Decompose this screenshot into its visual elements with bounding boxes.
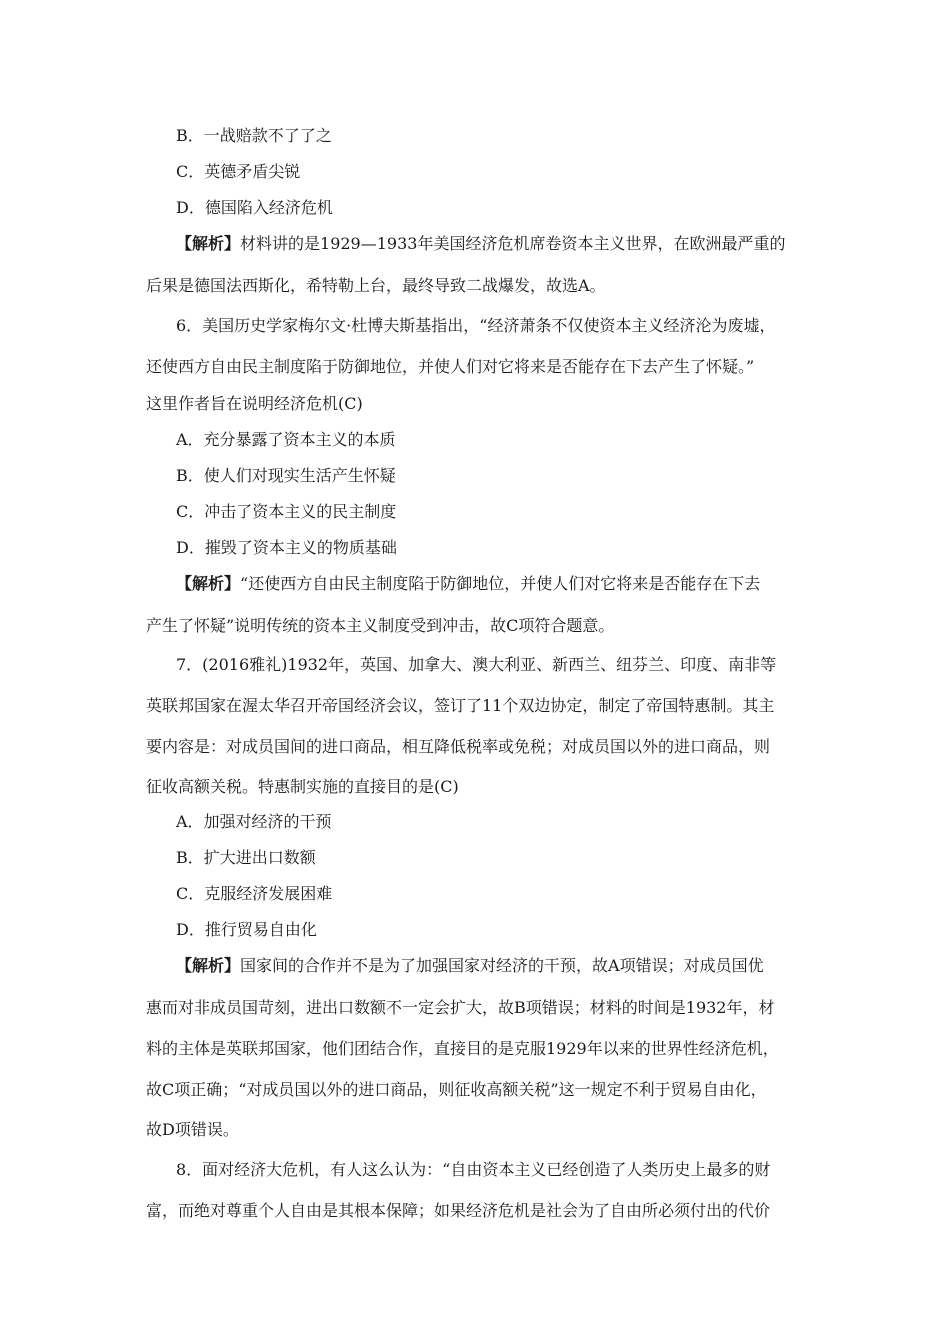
q5-analysis-tag: 【解析】 (176, 234, 241, 253)
q7-option-b: B．扩大进出口数额 (176, 848, 316, 867)
q7-analysis-line-3: 料的主体是英联邦国家，他们团结合作，直接目的是克服1929年以来的世界性经济危机， (146, 1039, 779, 1058)
q7-analysis-line-4: 故C项正确；“对成员国以外的进口商品，则征收高额关税”这一规定不利于贸易自由化， (146, 1080, 767, 1099)
q7-stem-line-4: 征收高额关税。特惠制实施的直接目的是(C) (146, 777, 459, 796)
q6-option-a: A．充分暴露了资本主义的本质 (176, 430, 396, 449)
q7-stem-line-1: 7．(2016雅礼)1932年，英国、加拿大、澳大利亚、新西兰、纽芬兰、印度、南非等 (176, 655, 777, 674)
q5-analysis-line-2: 后果是德国法西斯化，希特勒上台，最终导致二战爆发，故选A。 (146, 276, 606, 295)
q7-analysis-line-1: 【解析】国家间的合作并不是为了加强国家对经济的干预，故A项错误；对成员国优 (176, 956, 764, 975)
q8-stem-line-1: 8．面对经济大危机，有人这么认为：“自由资本主义已经创造了人类历史上最多的财 (176, 1160, 771, 1179)
q6-analysis-tag: 【解析】 (176, 574, 241, 593)
q6-stem-line-3: 这里作者旨在说明经济危机(C) (146, 394, 363, 413)
q5-option-c: C．英德矛盾尖锐 (176, 162, 301, 181)
q6-stem-line-1: 6．美国历史学家梅尔文·杜博夫斯基指出，“经济萧条不仅使资本主义经济沦为废墟， (176, 316, 776, 335)
q6-option-b: B．使人们对现实生活产生怀疑 (176, 466, 396, 485)
q7-analysis-line-2: 惠而对非成员国苛刻，进出口数额不一定会扩大，故B项错误；材料的时间是1932年，材 (146, 998, 775, 1017)
q5-analysis-line-1: 【解析】材料讲的是1929—1933年美国经济危机席卷资本主义世界，在欧洲最严重的 (176, 234, 786, 253)
q8-stem-line-2: 富，而绝对尊重个人自由是其根本保障；如果经济危机是社会为了自由所必须付出的代价 (146, 1201, 771, 1220)
q6-option-d: D．摧毁了资本主义的物质基础 (176, 538, 397, 557)
q7-analysis-tag: 【解析】 (176, 956, 241, 975)
q6-stem-line-2: 还使西方自由民主制度陷于防御地位，并使人们对它将来是否能存在下去产生了怀疑。” (146, 357, 755, 376)
q5-option-d: D．德国陷入经济危机 (176, 198, 333, 217)
q6-option-c: C．冲击了资本主义的民主制度 (176, 502, 397, 521)
q7-stem-line-2: 英联邦国家在渥太华召开帝国经济会议，签订了11个双边协定，制定了帝国特惠制。其主 (146, 696, 775, 715)
q7-option-d: D．推行贸易自由化 (176, 920, 317, 939)
q6-analysis-line-1: 【解析】“还使西方自由民主制度陷于防御地位，并使人们对它将来是否能存在下去 (176, 574, 761, 593)
q5-option-b: B．一战赔款不了了之 (176, 126, 332, 145)
q7-analysis-line-5: 故D项错误。 (146, 1120, 239, 1139)
q6-analysis-line-2: 产生了怀疑”说明传统的资本主义制度受到冲击，故C项符合题意。 (146, 616, 615, 635)
q7-stem-line-3: 要内容是：对成员国间的进口商品，相互降低税率或免税；对成员国以外的进口商品，则 (146, 737, 771, 756)
q7-option-a: A．加强对经济的干预 (176, 812, 332, 831)
q7-option-c: C．克服经济发展困难 (176, 884, 333, 903)
